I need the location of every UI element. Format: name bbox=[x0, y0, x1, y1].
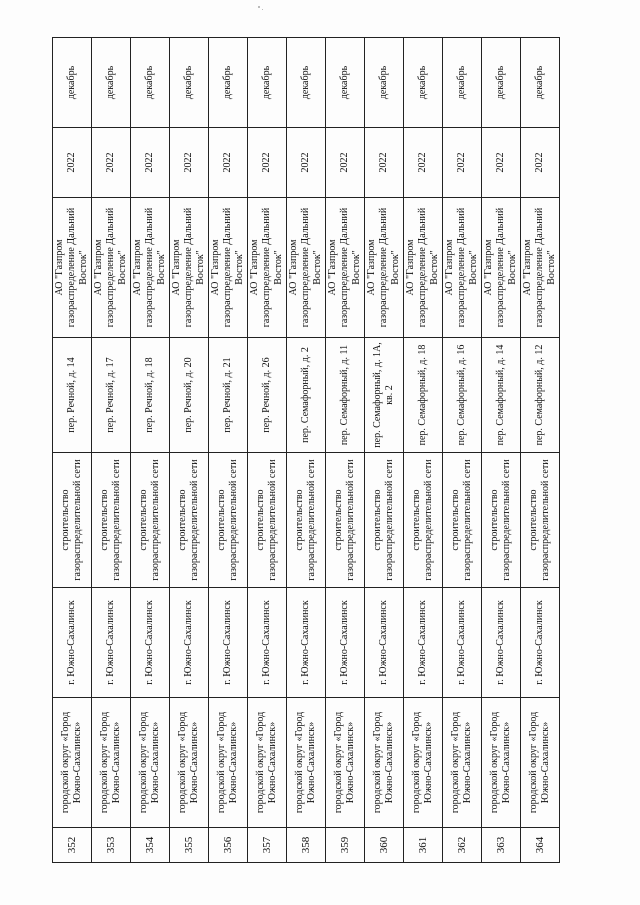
address-cell: пер. Семафорный, д. 2 bbox=[287, 338, 326, 453]
year-cell: 2022 bbox=[287, 128, 326, 198]
month-cell: декабрь bbox=[170, 38, 209, 128]
work-type-cell: строительство газораспределительной сети bbox=[482, 453, 521, 588]
row-number: 354 bbox=[131, 828, 170, 863]
work-type-cell: строительство газораспределительной сети bbox=[287, 453, 326, 588]
work-type-cell: строительство газораспределительной сети bbox=[365, 453, 404, 588]
address-cell: пер. Речной, д. 17 bbox=[92, 338, 131, 453]
year-cell: 2022 bbox=[521, 128, 560, 198]
municipality-cell: городской округ «Город Южно-Сахалинск» bbox=[92, 698, 131, 828]
row-number: 355 bbox=[170, 828, 209, 863]
gasification-table bbox=[52, 37, 560, 863]
year-cell: 2022 bbox=[131, 128, 170, 198]
executor-cell: АО "Газпром газораспределение Дальний Восток" bbox=[92, 198, 131, 338]
executor-cell: АО "Газпром газораспределение Дальний Восток" bbox=[53, 198, 92, 338]
executor-cell: АО "Газпром газораспределение Дальний Восток" bbox=[365, 198, 404, 338]
work-type-cell: строительство газораспределительной сети bbox=[443, 453, 482, 588]
work-type-cell: строительство газораспределительной сети bbox=[209, 453, 248, 588]
municipality-cell: городской округ «Город Южно-Сахалинск» bbox=[287, 698, 326, 828]
row-number: 364 bbox=[521, 828, 560, 863]
row-number: 359 bbox=[326, 828, 365, 863]
municipality-cell: городской округ «Город Южно-Сахалинск» bbox=[209, 698, 248, 828]
city-cell: г. Южно-Сахалинск bbox=[365, 588, 404, 698]
municipality-cell: городской округ «Город Южно-Сахалинск» bbox=[131, 698, 170, 828]
row-number: 360 bbox=[365, 828, 404, 863]
executor-cell: АО "Газпром газораспределение Дальний Восток" bbox=[287, 198, 326, 338]
city-cell: г. Южно-Сахалинск bbox=[170, 588, 209, 698]
city-cell: г. Южно-Сахалинск bbox=[131, 588, 170, 698]
year-cell: 2022 bbox=[404, 128, 443, 198]
work-type-cell: строительство газораспределительной сети bbox=[404, 453, 443, 588]
row-number: 362 bbox=[443, 828, 482, 863]
city-cell: г. Южно-Сахалинск bbox=[92, 588, 131, 698]
municipality-cell: городской округ «Город Южно-Сахалинск» bbox=[248, 698, 287, 828]
table-row bbox=[131, 38, 170, 863]
year-cell: 2022 bbox=[209, 128, 248, 198]
row-number: 353 bbox=[92, 828, 131, 863]
municipality-cell: городской округ «Город Южно-Сахалинск» bbox=[482, 698, 521, 828]
work-type-cell: строительство газораспределительной сети bbox=[521, 453, 560, 588]
year-cell: 2022 bbox=[365, 128, 404, 198]
year-cell: 2022 bbox=[482, 128, 521, 198]
table-row bbox=[326, 38, 365, 863]
work-type-cell: строительство газораспределительной сети bbox=[248, 453, 287, 588]
municipality-cell: городской округ «Город Южно-Сахалинск» bbox=[326, 698, 365, 828]
month-cell: декабрь bbox=[443, 38, 482, 128]
table-row bbox=[53, 38, 92, 863]
municipality-cell: городской округ «Город Южно-Сахалинск» bbox=[170, 698, 209, 828]
table-body bbox=[53, 38, 560, 863]
executor-cell: АО "Газпром газораспределение Дальний Восток" bbox=[248, 198, 287, 338]
year-cell: 2022 bbox=[170, 128, 209, 198]
work-type-cell: строительство газораспределительной сети bbox=[92, 453, 131, 588]
city-cell: г. Южно-Сахалинск bbox=[326, 588, 365, 698]
address-cell: пер. Семафорный, д. 14 bbox=[482, 338, 521, 453]
city-cell: г. Южно-Сахалинск bbox=[443, 588, 482, 698]
city-cell: г. Южно-Сахалинск bbox=[209, 588, 248, 698]
municipality-cell: городской округ «Город Южно-Сахалинск» bbox=[443, 698, 482, 828]
month-cell: декабрь bbox=[326, 38, 365, 128]
address-cell: пер. Семафорный, д. 11 bbox=[326, 338, 365, 453]
executor-cell: АО "Газпром газораспределение Дальний Восток" bbox=[326, 198, 365, 338]
executor-cell: АО "Газпром газораспределение Дальний Восток" bbox=[443, 198, 482, 338]
executor-cell: АО "Газпром газораспределение Дальний Восток" bbox=[521, 198, 560, 338]
table-row bbox=[482, 38, 521, 863]
month-cell: декабрь bbox=[248, 38, 287, 128]
executor-cell: АО "Газпром газораспределение Дальний Восток" bbox=[170, 198, 209, 338]
city-cell: г. Южно-Сахалинск bbox=[404, 588, 443, 698]
city-cell: г. Южно-Сахалинск bbox=[248, 588, 287, 698]
row-number: 352 bbox=[53, 828, 92, 863]
city-cell: г. Южно-Сахалинск bbox=[287, 588, 326, 698]
year-cell: 2022 bbox=[92, 128, 131, 198]
table-row bbox=[92, 38, 131, 863]
address-cell: пер. Речной, д. 14 bbox=[53, 338, 92, 453]
city-cell: г. Южно-Сахалинск bbox=[521, 588, 560, 698]
municipality-cell: городской округ «Город Южно-Сахалинск» bbox=[521, 698, 560, 828]
address-cell: пер. Речной, д. 21 bbox=[209, 338, 248, 453]
month-cell: декабрь bbox=[131, 38, 170, 128]
month-cell: декабрь bbox=[53, 38, 92, 128]
work-type-cell: строительство газораспределительной сети bbox=[170, 453, 209, 588]
scan-speck bbox=[258, 6, 260, 8]
month-cell: декабрь bbox=[209, 38, 248, 128]
table-row bbox=[287, 38, 326, 863]
address-cell: пер. Семафорный, д. 12 bbox=[521, 338, 560, 453]
address-cell: пер. Речной, д. 26 bbox=[248, 338, 287, 453]
municipality-cell: городской округ «Город Южно-Сахалинск» bbox=[53, 698, 92, 828]
table-row bbox=[170, 38, 209, 863]
city-cell: г. Южно-Сахалинск bbox=[482, 588, 521, 698]
city-cell: г. Южно-Сахалинск bbox=[53, 588, 92, 698]
address-cell: пер. Семафорный, д. 18 bbox=[404, 338, 443, 453]
table-row bbox=[443, 38, 482, 863]
year-cell: 2022 bbox=[53, 128, 92, 198]
year-cell: 2022 bbox=[326, 128, 365, 198]
scan-speck bbox=[262, 9, 263, 10]
address-cell: пер. Семафорный, д. 16 bbox=[443, 338, 482, 453]
row-number: 363 bbox=[482, 828, 521, 863]
address-cell: пер. Речной, д. 18 bbox=[131, 338, 170, 453]
month-cell: декабрь bbox=[404, 38, 443, 128]
rotated-table-wrapper bbox=[52, 38, 557, 863]
row-number: 358 bbox=[287, 828, 326, 863]
month-cell: декабрь bbox=[92, 38, 131, 128]
work-type-cell: строительство газораспределительной сети bbox=[326, 453, 365, 588]
municipality-cell: городской округ «Город Южно-Сахалинск» bbox=[404, 698, 443, 828]
month-cell: декабрь bbox=[287, 38, 326, 128]
year-cell: 2022 bbox=[248, 128, 287, 198]
table-row bbox=[365, 38, 404, 863]
address-cell: пер. Семафорный, д. 1А, кв. 2 bbox=[365, 338, 404, 453]
municipality-cell: городской округ «Город Южно-Сахалинск» bbox=[365, 698, 404, 828]
address-cell: пер. Речной, д. 20 bbox=[170, 338, 209, 453]
month-cell: декабрь bbox=[482, 38, 521, 128]
table-row bbox=[521, 38, 560, 863]
work-type-cell: строительство газораспределительной сети bbox=[131, 453, 170, 588]
executor-cell: АО "Газпром газораспределение Дальний Восток" bbox=[209, 198, 248, 338]
table-row bbox=[248, 38, 287, 863]
table-row bbox=[209, 38, 248, 863]
executor-cell: АО "Газпром газораспределение Дальний Восток" bbox=[404, 198, 443, 338]
executor-cell: АО "Газпром газораспределение Дальний Восток" bbox=[131, 198, 170, 338]
year-cell: 2022 bbox=[443, 128, 482, 198]
month-cell: декабрь bbox=[521, 38, 560, 128]
month-cell: декабрь bbox=[365, 38, 404, 128]
row-number: 361 bbox=[404, 828, 443, 863]
work-type-cell: строительство газораспределительной сети bbox=[53, 453, 92, 588]
table-row bbox=[404, 38, 443, 863]
row-number: 357 bbox=[248, 828, 287, 863]
row-number: 356 bbox=[209, 828, 248, 863]
executor-cell: АО "Газпром газораспределение Дальний Восток" bbox=[482, 198, 521, 338]
